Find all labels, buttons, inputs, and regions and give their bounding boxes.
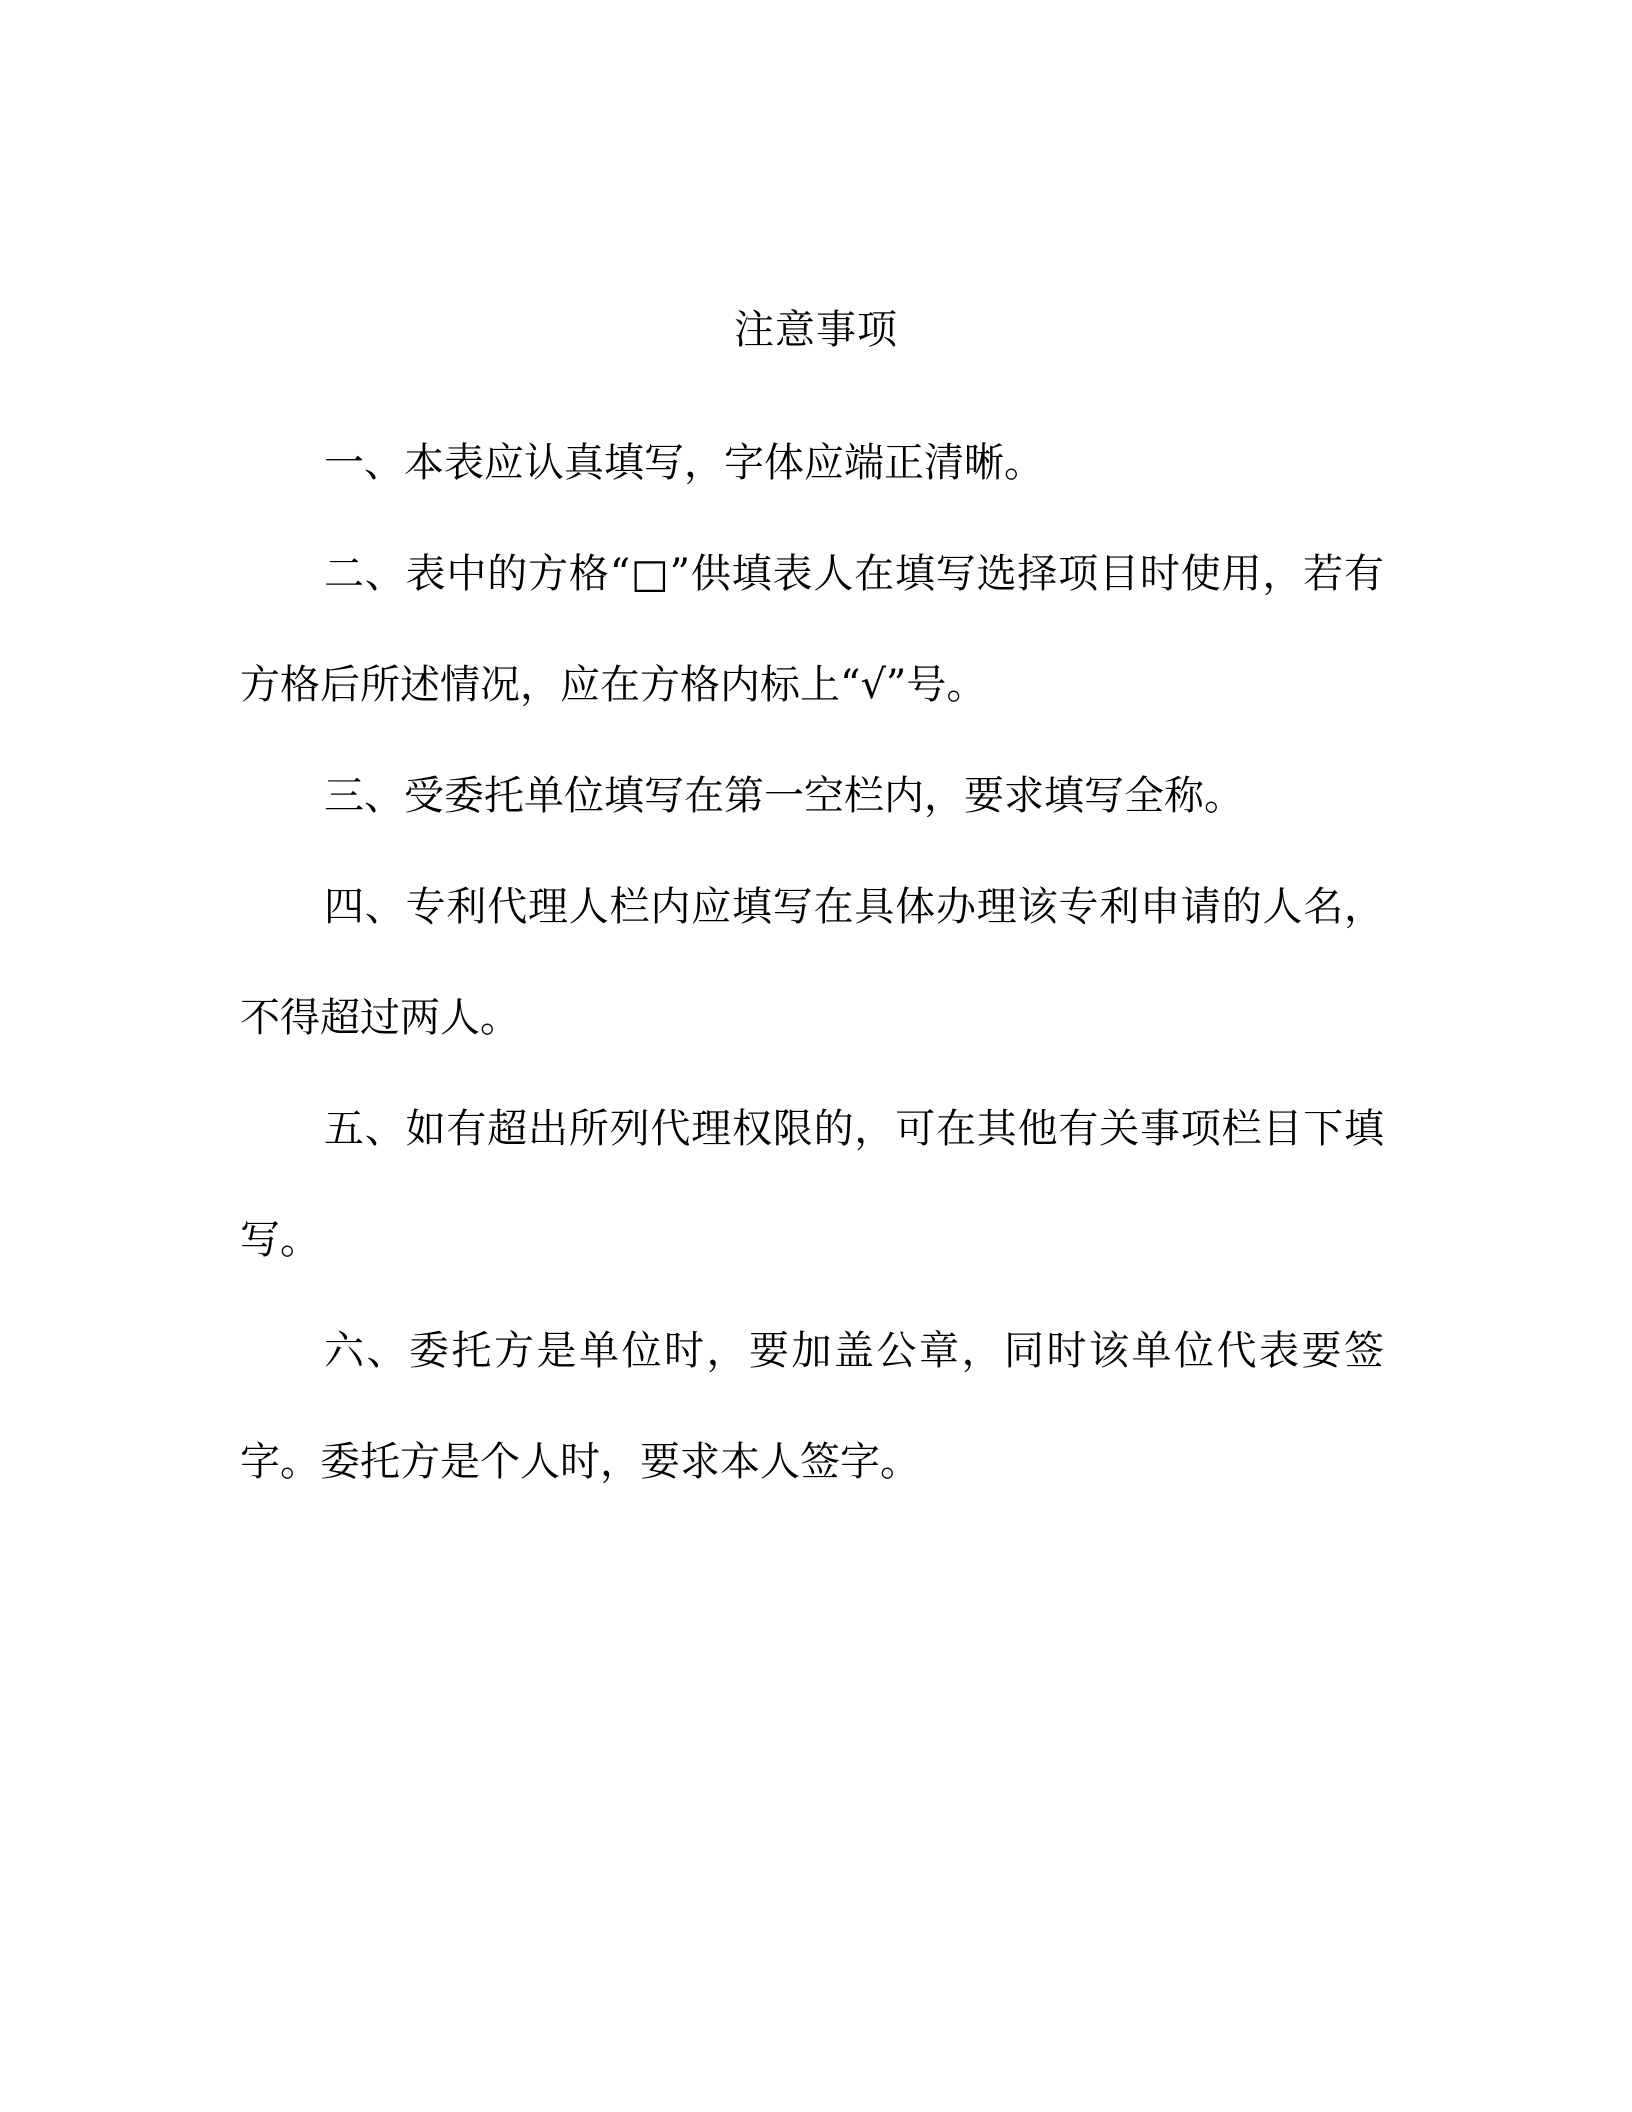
note-item-3: 三、受委托单位填写在第一空栏内，要求填写全称。 <box>324 773 1244 819</box>
page-title: 注意事项 <box>734 307 898 353</box>
note-item-1: 一、本表应认真填写，字体应端正清晰。 <box>324 440 1044 486</box>
note-item-2: 二、表中的方格“□”供填表人在填写选择项目时使用，若有方格后所述情况，应在方格内标上“√”号。 <box>240 551 1384 708</box>
note-item-4: 四、专利代理人栏内应填写在具体办理该专利申请的人名，不得超过两人。 <box>240 884 1384 1041</box>
note-item-5: 五、如有超出所列代理权限的，可在其他有关事项栏目下填写。 <box>240 1106 1384 1263</box>
note-item-6: 六、委托方是单位时，要加盖公章，同时该单位代表要签字。委托方是个人时，要求本人签字。 <box>240 1328 1384 1485</box>
notes-list <box>240 408 1384 1518</box>
